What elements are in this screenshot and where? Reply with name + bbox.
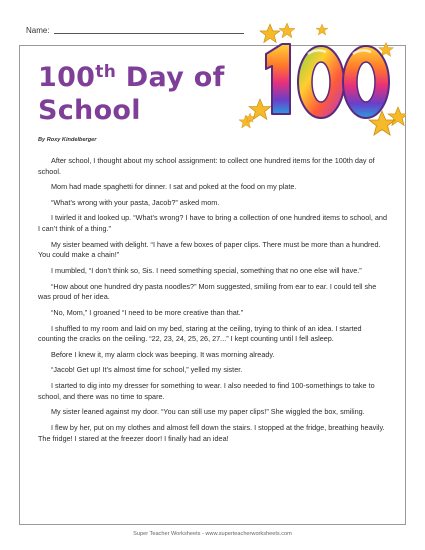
byline: By Roxy Kindelberger (38, 137, 97, 143)
name-blank-line[interactable] (54, 33, 244, 34)
worksheet-title (38, 56, 253, 127)
story-paragraph: My sister beamed with delight. “I have a few boxes of paper clips. There must be more than a hundred. You could make a chain!” (38, 239, 381, 260)
story-paragraph: My sister leaned against my door. “You can still use my paper clips!” She wiggled the box, smiling. (51, 407, 365, 417)
story-paragraph: “How about one hundred dry pasta noodles?” Mom suggested, smiling from ear to ear. I could tell she was proud of her idea. (38, 281, 377, 302)
numeral-0-icon (298, 46, 344, 118)
story-paragraph: I started to dig into my dresser for something to wear. I also needed to find 100-somethings to take to school, and there was no time to spare. (38, 381, 375, 401)
title-ordinal: th (95, 62, 117, 82)
title-line1-suffix: Day of (116, 62, 225, 93)
star-icon (260, 24, 280, 43)
numeral-0-icon (343, 46, 389, 118)
story-paragraph: Before I knew it, my alarm clock was beeping. It was morning already. (51, 349, 275, 359)
story-paragraph: I shuffled to my room and laid on my bed, staring at the ceiling, trying to think of an idea. I started counting the cracks on the ceiling. “22, 23, 24, 25, 26, 27...” I kept counting until I fell asleep. (38, 323, 362, 344)
story-paragraph: I mumbled, “I don’t think so, Sis. I need something special, something that no one else will have.” (51, 266, 362, 276)
star-icon (279, 23, 295, 38)
name-row (26, 26, 244, 35)
story-paragraph: “Jacob! Get up! It’s almost time for school,” yelled my sister. (51, 365, 243, 375)
title-number: 100 (38, 62, 96, 93)
story-paragraph: After school, I thought about my school assignment: to collect one hundred items for the 100th day of school. (38, 156, 375, 176)
story-paragraph: Mom had made spaghetti for dinner. I sat and poked at the food on my plate. (51, 182, 297, 192)
star-burst-100-graphic (226, 22, 406, 142)
name-label: Name: (26, 26, 50, 35)
story-text (38, 156, 390, 449)
star-icon (316, 24, 328, 35)
story-paragraph: I flew by her, put on my clothes and almost fell down the stairs. I stopped at the fridge, breathing heavily. The fridge! I stared at the freezer door! I finally had an idea! (38, 422, 385, 443)
story-paragraph: I twirled it and looked up. “What’s wrong? I have to bring a collection of one hundred items to school, and I can’t think of a thing.” (38, 213, 387, 234)
star-icon (249, 99, 271, 119)
title-line2: School (38, 95, 141, 126)
story-paragraph: “What’s wrong with your pasta, Jacob?” asked mom. (51, 197, 220, 207)
page-footer: Super Teacher Worksheets - www.superteacherworksheets.com (133, 531, 292, 537)
story-paragraph: “No, Mom,” I groaned “I need to be more creative than that.” (51, 307, 244, 317)
numeral-1-icon (266, 44, 290, 114)
